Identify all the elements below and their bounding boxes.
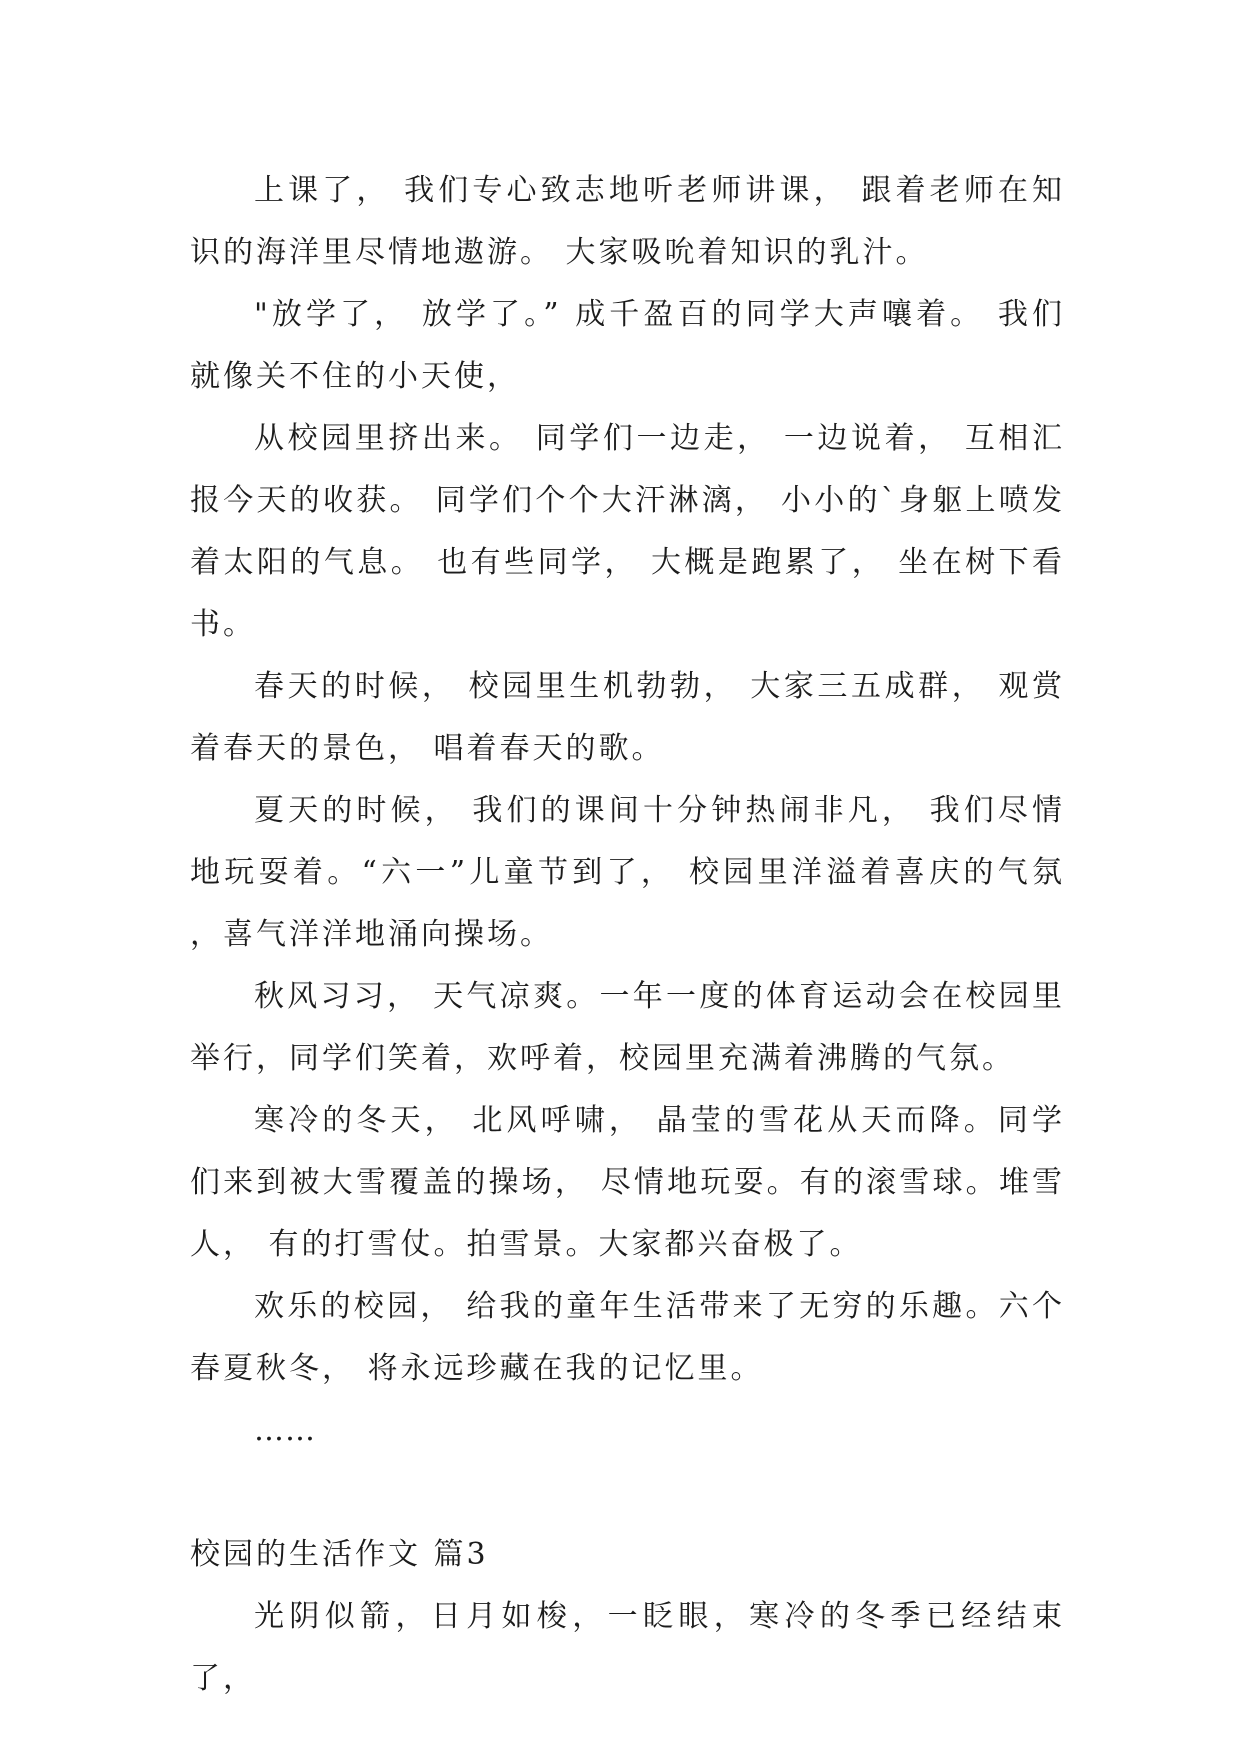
paragraph-6: 秋风习习， 天气凉爽。一年一度的体育运动会在校园里举行，同学们笑着，欢呼着，校园里充满着沸腾的气氛。 xyxy=(190,979,1065,1076)
paragraph-8: 欢乐的校园， 给我的童年生活带来了无穷的乐趣。六个春夏秋冬， 将永远珍藏在我的记忆里。 xyxy=(190,1289,1065,1386)
paragraph-1: 上课了， 我们专心致志地听老师讲课， 跟着老师在知识的海洋里尽情地遨游。 大家吸吮着知识的乳汁。 xyxy=(190,173,1065,270)
paragraph-5: 夏天的时候， 我们的课间十分钟热闹非凡， 我们尽情地玩耍着。“六一”儿童节到了， 校园里洋溢着喜庆的气氛 ，喜气洋洋地涌向操场。 xyxy=(190,793,1065,952)
paragraph-4: 春天的时候， 校园里生机勃勃， 大家三五成群， 观赏着春天的景色， 唱着春天的歌。 xyxy=(190,669,1065,766)
section-spacer xyxy=(190,1462,1065,1524)
paragraph-2: "放学了， 放学了。” 成千盈百的同学大声嚷着。 我们就像关不住的小天使， xyxy=(190,297,1065,394)
paragraph-3: 从校园里挤出来。 同学们一边走， 一边说着， 互相汇报今天的收获。 同学们个个大汗淋漓， 小小的`身躯上喷发着太阳的气息。 也有些同学， 大概是跑累了， 坐在树下看书。 xyxy=(190,421,1065,642)
paragraph-next: 光阴似箭，日月如梭，一眨眼，寒冷的冬季已经结束了， xyxy=(190,1599,1065,1696)
ellipsis: …… xyxy=(254,1413,316,1448)
document-body xyxy=(190,160,1065,1710)
paragraph-7: 寒冷的冬天， 北风呼啸， 晶莹的雪花从天而降。同学们来到被大雪覆盖的操场， 尽情地玩耍。有的滚雪球。堆雪人， 有的打雪仗。拍雪景。大家都兴奋极了。 xyxy=(190,1103,1065,1262)
section-heading: 校园的生活作文 篇3 xyxy=(190,1537,489,1572)
